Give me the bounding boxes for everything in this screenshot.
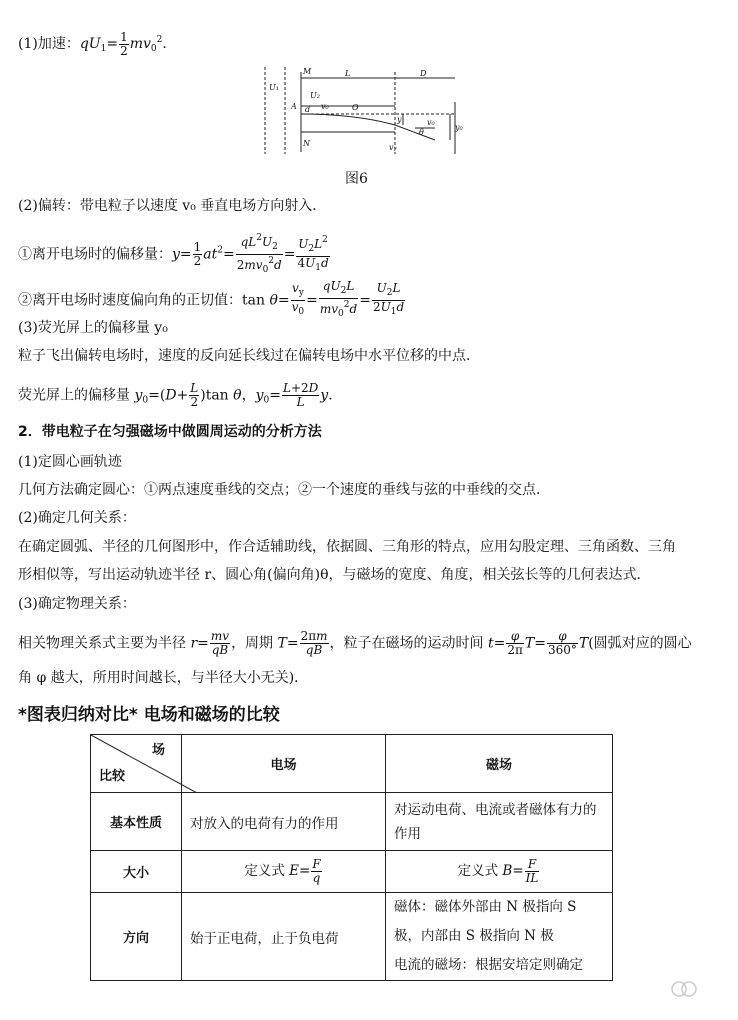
accel-line: (1)加速：$qU_1=$ $\frac{1}{2}$ $mv_0^2$. bbox=[18, 29, 167, 58]
row-label-direction: 方向 bbox=[91, 893, 182, 981]
offset-formula-line: ①离开电场时的偏移量：y= $\frac{1}{2}$ $at^2=$ $\frac{qL^2U_2}{2mv_0^2d}$ = $\frac{U_2L^2}{4U_1d}$ bbox=[18, 233, 329, 275]
cell-magnetic-direction bbox=[386, 893, 613, 981]
cell-electric-nature: 对放入的电荷有力的作用 bbox=[182, 793, 386, 851]
fig-label-vy: vᵧ bbox=[389, 143, 397, 152]
magnetic-direction-3: 电流的磁场：根据安培定则确定 bbox=[394, 957, 583, 973]
comparison-table bbox=[90, 734, 613, 981]
accel-label: (1)加速： bbox=[18, 36, 80, 52]
y0-formula-line: 荧光屏上的偏移量 $y_0=(D+$ $\frac{L}{2}$ )tan θ，$y_0=$ $\frac{L+2D}{L}$ y. bbox=[18, 381, 333, 409]
col-magnetic: 磁场 bbox=[386, 735, 613, 793]
s2-step3: (3)确定物理关系： bbox=[18, 596, 136, 612]
figure-caption: 图6 bbox=[345, 171, 368, 187]
fig-label-y0: y₀ bbox=[455, 123, 463, 132]
cell-electric-direction: 始于正电荷，止于负电荷 bbox=[182, 893, 386, 981]
screen-offset-title: (3)荧光屏上的偏移量 y₀ bbox=[18, 320, 168, 336]
cell-magnetic-size: 定义式 B= $\frac{F}{IL}$ bbox=[386, 851, 613, 893]
s2-center-method: 几何方法确定圆心：①两点速度垂线的交点；②一个速度的垂线与弦的中垂线的交点． bbox=[18, 482, 550, 498]
tan-formula-line: ②离开电场时速度偏向角的正切值：tan θ= $\frac{v_y}{v_0}$ = $\frac{qU_2L}{mv_0^2d}$ = $\frac{U_2L}{2U_1d}$ bbox=[18, 279, 405, 319]
y0-label: 荧光屏上的偏移量 bbox=[18, 387, 135, 404]
fig-label-u2: U₂ bbox=[310, 91, 320, 100]
fig-label-dd: d bbox=[305, 105, 311, 114]
cell-electric-size: 定义式 E= $\frac{F}{q}$ bbox=[182, 851, 386, 893]
s2-step2: (2)确定几何关系： bbox=[18, 510, 136, 526]
magnetic-direction-1: 磁体：磁体外部由 N 极指向 S bbox=[394, 899, 577, 915]
row-label-size: 大小 bbox=[91, 851, 182, 893]
magnetic-direction-2: 极，内部由 S 极指向 N 极 bbox=[394, 928, 554, 944]
cell-magnetic-nature: 对运动电荷、电流或者磁体有力的作用 bbox=[386, 793, 613, 851]
fig-label-v0b: v₀ bbox=[427, 118, 435, 127]
offset-label: ①离开电场时的偏移量： bbox=[18, 246, 172, 263]
row-label-nature: 基本性质 bbox=[91, 793, 182, 851]
s2-angle-note: 角 φ 越大，所用时间越长，与半径大小无关)． bbox=[18, 670, 309, 686]
fig-label-y: y bbox=[397, 115, 402, 124]
s2-physics-mid2: ，粒子在磁场的运动时间 bbox=[329, 635, 488, 652]
corner-top-label: 场 bbox=[151, 743, 165, 758]
corner-bottom-label: 比较 bbox=[99, 769, 126, 784]
s2-step1: (1)定圆心画轨迹 bbox=[18, 454, 122, 470]
deflection-figure bbox=[255, 62, 465, 157]
section-2-heading: 2．带电粒子在匀强磁场中做圆周运动的分析方法 bbox=[18, 424, 322, 440]
col-electric: 电场 bbox=[182, 735, 386, 793]
table-row bbox=[91, 851, 613, 893]
s2-physics-end: (圆弧对应的圆心 bbox=[588, 635, 692, 652]
s2-physics-pre: 相关物理关系式主要为半径 bbox=[18, 635, 191, 652]
table-corner-cell bbox=[91, 735, 182, 793]
comparison-heading: *图表归纳对比* 电场和磁场的比较 bbox=[18, 705, 280, 725]
s2-geometry-a: 在确定圆弧、半径的几何图形中，作合适辅助线，依据圆、三角形的特点，应用勾股定理、三角函数、三角 bbox=[18, 539, 676, 555]
fig-label-u1: U₁ bbox=[269, 83, 279, 92]
table-row bbox=[91, 893, 613, 981]
s2-physics-mid1: ，周期 bbox=[231, 635, 278, 652]
midpoint-line: 粒子飞出偏转电场时，速度的反向延长线过在偏转电场中水平位移的中点． bbox=[18, 348, 480, 364]
deflection-line: (2)偏转：带电粒子以速度 v₀ 垂直电场方向射入． bbox=[18, 198, 327, 214]
s2-geometry-b: 形相似等，写出运动轨迹半径 r、圆心角(偏向角)θ，与磁场的宽度、角度，相关弦长等的几何表达式． bbox=[18, 567, 651, 583]
s2-physics-formula: 相关物理关系式主要为半径 r= $\frac{mv}{qB}$ ，周期 T= $\frac{2\pi m}{qB}$ ，粒子在磁场的运动时间 t= $\frac{\varphi}{2\pi}$ T= $\frac{\varphi}{360^\circ}$ T(圆弧对应的圆心 bbox=[18, 629, 692, 657]
fig-label-d: D bbox=[420, 69, 427, 78]
watermark-icon bbox=[670, 978, 698, 1000]
table-row bbox=[91, 793, 613, 851]
fig-label-m: M bbox=[303, 67, 312, 76]
fig-label-a: A bbox=[291, 102, 297, 111]
tan-label: ②离开电场时速度偏向角的正切值： bbox=[18, 292, 242, 309]
fig-label-v0a: v₀ bbox=[321, 102, 329, 111]
fig-label-n: N bbox=[303, 139, 310, 148]
fig-label-o: O bbox=[352, 103, 359, 112]
fig-label-theta: θ bbox=[419, 128, 424, 137]
fig-label-l: L bbox=[345, 69, 351, 78]
corner-diagonal bbox=[91, 735, 197, 793]
